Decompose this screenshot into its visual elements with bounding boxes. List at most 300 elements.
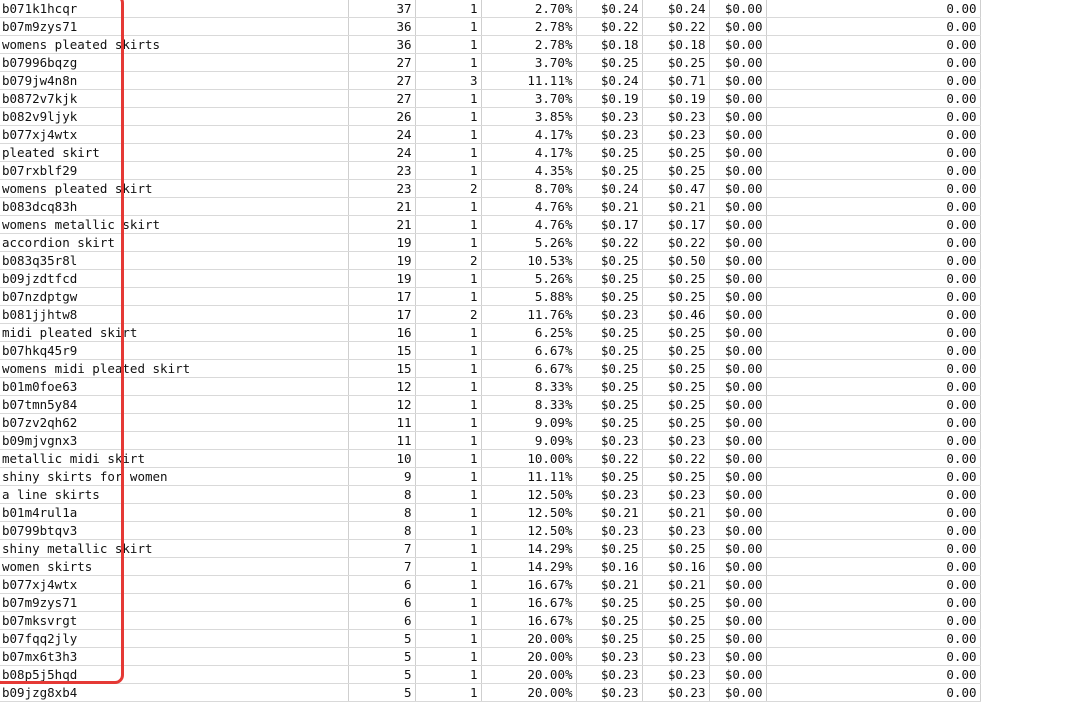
impressions-cell[interactable]: 12 — [348, 396, 415, 414]
impressions-cell[interactable]: 36 — [348, 36, 415, 54]
ctr-cell[interactable]: 20.00% — [481, 684, 576, 702]
ctr-cell[interactable]: 14.29% — [481, 558, 576, 576]
sales-cell[interactable]: $0.00 — [709, 450, 766, 468]
clicks-cell[interactable]: 1 — [415, 432, 481, 450]
keyword-cell[interactable]: b07tmn5y84 — [0, 396, 348, 414]
impressions-cell[interactable]: 6 — [348, 612, 415, 630]
cpc-cell[interactable]: $0.23 — [576, 126, 642, 144]
cpc-cell[interactable]: $0.23 — [576, 684, 642, 702]
spend-cell[interactable]: $0.25 — [642, 54, 709, 72]
clicks-cell[interactable]: 1 — [415, 18, 481, 36]
cpc-cell[interactable]: $0.16 — [576, 558, 642, 576]
ctr-cell[interactable]: 8.33% — [481, 396, 576, 414]
keyword-cell[interactable]: b07996bqzg — [0, 54, 348, 72]
ctr-cell[interactable]: 4.17% — [481, 126, 576, 144]
ctr-cell[interactable]: 11.11% — [481, 72, 576, 90]
sales-cell[interactable]: $0.00 — [709, 216, 766, 234]
sales-cell[interactable]: $0.00 — [709, 144, 766, 162]
clicks-cell[interactable]: 1 — [415, 324, 481, 342]
cpc-cell[interactable]: $0.25 — [576, 414, 642, 432]
impressions-cell[interactable]: 21 — [348, 216, 415, 234]
keyword-cell[interactable]: b083q35r8l — [0, 252, 348, 270]
clicks-cell[interactable]: 1 — [415, 162, 481, 180]
sales-cell[interactable]: $0.00 — [709, 324, 766, 342]
keyword-cell[interactable]: b082v9ljyk — [0, 108, 348, 126]
spend-cell[interactable]: $0.25 — [642, 162, 709, 180]
keyword-cell[interactable]: pleated skirt — [0, 144, 348, 162]
clicks-cell[interactable]: 1 — [415, 0, 481, 18]
spend-cell[interactable]: $0.21 — [642, 198, 709, 216]
acos-cell[interactable]: 0.00 — [766, 648, 980, 666]
cpc-cell[interactable]: $0.21 — [576, 504, 642, 522]
sales-cell[interactable]: $0.00 — [709, 306, 766, 324]
acos-cell[interactable]: 0.00 — [766, 162, 980, 180]
cpc-cell[interactable]: $0.25 — [576, 468, 642, 486]
impressions-cell[interactable]: 9 — [348, 468, 415, 486]
keyword-cell[interactable]: b07nzdptgw — [0, 288, 348, 306]
keyword-cell[interactable]: b07hkq45r9 — [0, 342, 348, 360]
cpc-cell[interactable]: $0.25 — [576, 612, 642, 630]
sales-cell[interactable]: $0.00 — [709, 414, 766, 432]
ctr-cell[interactable]: 9.09% — [481, 414, 576, 432]
keyword-cell[interactable]: b0799btqv3 — [0, 522, 348, 540]
ctr-cell[interactable]: 2.78% — [481, 18, 576, 36]
cpc-cell[interactable]: $0.18 — [576, 36, 642, 54]
cpc-cell[interactable]: $0.25 — [576, 54, 642, 72]
sales-cell[interactable]: $0.00 — [709, 630, 766, 648]
ctr-cell[interactable]: 16.67% — [481, 594, 576, 612]
impressions-cell[interactable]: 21 — [348, 198, 415, 216]
cpc-cell[interactable]: $0.23 — [576, 306, 642, 324]
spend-cell[interactable]: $0.23 — [642, 522, 709, 540]
cpc-cell[interactable]: $0.23 — [576, 522, 642, 540]
acos-cell[interactable]: 0.00 — [766, 288, 980, 306]
keyword-cell[interactable]: b083dcq83h — [0, 198, 348, 216]
clicks-cell[interactable]: 1 — [415, 90, 481, 108]
sales-cell[interactable]: $0.00 — [709, 486, 766, 504]
clicks-cell[interactable]: 1 — [415, 612, 481, 630]
ctr-cell[interactable]: 9.09% — [481, 432, 576, 450]
spend-cell[interactable]: $0.25 — [642, 360, 709, 378]
keyword-cell[interactable]: b09jzg8xb4 — [0, 684, 348, 702]
ctr-cell[interactable]: 6.67% — [481, 360, 576, 378]
cpc-cell[interactable]: $0.23 — [576, 108, 642, 126]
acos-cell[interactable]: 0.00 — [766, 126, 980, 144]
sales-cell[interactable]: $0.00 — [709, 54, 766, 72]
acos-cell[interactable]: 0.00 — [766, 18, 980, 36]
impressions-cell[interactable]: 27 — [348, 90, 415, 108]
keyword-cell[interactable]: b01m4rul1a — [0, 504, 348, 522]
impressions-cell[interactable]: 24 — [348, 126, 415, 144]
ctr-cell[interactable]: 16.67% — [481, 612, 576, 630]
acos-cell[interactable]: 0.00 — [766, 558, 980, 576]
keyword-cell[interactable]: a line skirts — [0, 486, 348, 504]
impressions-cell[interactable]: 26 — [348, 108, 415, 126]
keyword-cell[interactable]: b07fqq2jly — [0, 630, 348, 648]
clicks-cell[interactable]: 1 — [415, 666, 481, 684]
acos-cell[interactable]: 0.00 — [766, 72, 980, 90]
sales-cell[interactable]: $0.00 — [709, 288, 766, 306]
clicks-cell[interactable]: 1 — [415, 342, 481, 360]
impressions-cell[interactable]: 8 — [348, 522, 415, 540]
spend-cell[interactable]: $0.25 — [642, 396, 709, 414]
clicks-cell[interactable]: 1 — [415, 576, 481, 594]
spend-cell[interactable]: $0.23 — [642, 666, 709, 684]
acos-cell[interactable]: 0.00 — [766, 306, 980, 324]
clicks-cell[interactable]: 1 — [415, 144, 481, 162]
ctr-cell[interactable]: 11.11% — [481, 468, 576, 486]
spend-cell[interactable]: $0.50 — [642, 252, 709, 270]
impressions-cell[interactable]: 7 — [348, 540, 415, 558]
ctr-cell[interactable]: 4.76% — [481, 216, 576, 234]
spend-cell[interactable]: $0.23 — [642, 648, 709, 666]
acos-cell[interactable]: 0.00 — [766, 234, 980, 252]
cpc-cell[interactable]: $0.25 — [576, 162, 642, 180]
clicks-cell[interactable]: 1 — [415, 594, 481, 612]
ctr-cell[interactable]: 2.78% — [481, 36, 576, 54]
acos-cell[interactable]: 0.00 — [766, 180, 980, 198]
impressions-cell[interactable]: 5 — [348, 648, 415, 666]
impressions-cell[interactable]: 10 — [348, 450, 415, 468]
clicks-cell[interactable]: 1 — [415, 270, 481, 288]
acos-cell[interactable]: 0.00 — [766, 54, 980, 72]
clicks-cell[interactable]: 1 — [415, 378, 481, 396]
acos-cell[interactable]: 0.00 — [766, 630, 980, 648]
keyword-cell[interactable]: b07mksvrgt — [0, 612, 348, 630]
ctr-cell[interactable]: 4.35% — [481, 162, 576, 180]
sales-cell[interactable]: $0.00 — [709, 180, 766, 198]
spend-cell[interactable]: $0.25 — [642, 594, 709, 612]
ctr-cell[interactable]: 4.17% — [481, 144, 576, 162]
keyword-cell[interactable]: b077xj4wtx — [0, 126, 348, 144]
cpc-cell[interactable]: $0.23 — [576, 666, 642, 684]
keyword-cell[interactable]: b08p5j5hqd — [0, 666, 348, 684]
acos-cell[interactable]: 0.00 — [766, 540, 980, 558]
impressions-cell[interactable]: 16 — [348, 324, 415, 342]
acos-cell[interactable]: 0.00 — [766, 360, 980, 378]
acos-cell[interactable]: 0.00 — [766, 90, 980, 108]
spend-cell[interactable]: $0.23 — [642, 432, 709, 450]
sales-cell[interactable]: $0.00 — [709, 126, 766, 144]
impressions-cell[interactable]: 15 — [348, 342, 415, 360]
spend-cell[interactable]: $0.16 — [642, 558, 709, 576]
spend-cell[interactable]: $0.47 — [642, 180, 709, 198]
keyword-cell[interactable]: b09mjvgnx3 — [0, 432, 348, 450]
cpc-cell[interactable]: $0.17 — [576, 216, 642, 234]
acos-cell[interactable]: 0.00 — [766, 576, 980, 594]
impressions-cell[interactable]: 7 — [348, 558, 415, 576]
ctr-cell[interactable]: 8.33% — [481, 378, 576, 396]
sales-cell[interactable]: $0.00 — [709, 396, 766, 414]
spend-cell[interactable]: $0.25 — [642, 324, 709, 342]
acos-cell[interactable]: 0.00 — [766, 342, 980, 360]
clicks-cell[interactable]: 2 — [415, 306, 481, 324]
sales-cell[interactable]: $0.00 — [709, 612, 766, 630]
acos-cell[interactable]: 0.00 — [766, 198, 980, 216]
cpc-cell[interactable]: $0.24 — [576, 72, 642, 90]
clicks-cell[interactable]: 1 — [415, 36, 481, 54]
keyword-cell[interactable]: b07m9zys71 — [0, 18, 348, 36]
cpc-cell[interactable]: $0.25 — [576, 540, 642, 558]
sales-cell[interactable]: $0.00 — [709, 540, 766, 558]
spend-cell[interactable]: $0.25 — [642, 144, 709, 162]
impressions-cell[interactable]: 37 — [348, 0, 415, 18]
sales-cell[interactable]: $0.00 — [709, 468, 766, 486]
clicks-cell[interactable]: 1 — [415, 198, 481, 216]
keyword-cell[interactable]: b081jjhtw8 — [0, 306, 348, 324]
acos-cell[interactable]: 0.00 — [766, 108, 980, 126]
clicks-cell[interactable]: 1 — [415, 648, 481, 666]
acos-cell[interactable]: 0.00 — [766, 450, 980, 468]
impressions-cell[interactable]: 24 — [348, 144, 415, 162]
clicks-cell[interactable]: 2 — [415, 252, 481, 270]
sales-cell[interactable]: $0.00 — [709, 666, 766, 684]
clicks-cell[interactable]: 1 — [415, 504, 481, 522]
clicks-cell[interactable]: 2 — [415, 180, 481, 198]
sales-cell[interactable]: $0.00 — [709, 594, 766, 612]
sales-cell[interactable]: $0.00 — [709, 378, 766, 396]
clicks-cell[interactable]: 1 — [415, 54, 481, 72]
keyword-cell[interactable]: womens pleated skirt — [0, 180, 348, 198]
keyword-cell[interactable]: b07m9zys71 — [0, 594, 348, 612]
impressions-cell[interactable]: 6 — [348, 576, 415, 594]
clicks-cell[interactable]: 1 — [415, 558, 481, 576]
ctr-cell[interactable]: 3.85% — [481, 108, 576, 126]
ctr-cell[interactable]: 14.29% — [481, 540, 576, 558]
acos-cell[interactable]: 0.00 — [766, 684, 980, 702]
cpc-cell[interactable]: $0.24 — [576, 180, 642, 198]
clicks-cell[interactable]: 1 — [415, 450, 481, 468]
sales-cell[interactable]: $0.00 — [709, 648, 766, 666]
cpc-cell[interactable]: $0.25 — [576, 342, 642, 360]
keyword-cell[interactable]: womens midi pleated skirt — [0, 360, 348, 378]
acos-cell[interactable]: 0.00 — [766, 522, 980, 540]
impressions-cell[interactable]: 6 — [348, 594, 415, 612]
sales-cell[interactable]: $0.00 — [709, 0, 766, 18]
clicks-cell[interactable]: 1 — [415, 126, 481, 144]
spend-cell[interactable]: $0.25 — [642, 612, 709, 630]
ctr-cell[interactable]: 5.88% — [481, 288, 576, 306]
spend-cell[interactable]: $0.24 — [642, 0, 709, 18]
clicks-cell[interactable]: 1 — [415, 414, 481, 432]
cpc-cell[interactable]: $0.25 — [576, 594, 642, 612]
cpc-cell[interactable]: $0.25 — [576, 324, 642, 342]
spend-cell[interactable]: $0.21 — [642, 576, 709, 594]
ctr-cell[interactable]: 20.00% — [481, 666, 576, 684]
keyword-cell[interactable]: b071k1hcqr — [0, 0, 348, 18]
impressions-cell[interactable]: 23 — [348, 162, 415, 180]
keyword-cell[interactable]: accordion skirt — [0, 234, 348, 252]
keyword-cell[interactable]: womens pleated skirts — [0, 36, 348, 54]
impressions-cell[interactable]: 17 — [348, 306, 415, 324]
acos-cell[interactable]: 0.00 — [766, 270, 980, 288]
acos-cell[interactable]: 0.00 — [766, 0, 980, 18]
impressions-cell[interactable]: 23 — [348, 180, 415, 198]
cpc-cell[interactable]: $0.21 — [576, 198, 642, 216]
ctr-cell[interactable]: 5.26% — [481, 270, 576, 288]
sales-cell[interactable]: $0.00 — [709, 504, 766, 522]
cpc-cell[interactable]: $0.25 — [576, 144, 642, 162]
spend-cell[interactable]: $0.23 — [642, 486, 709, 504]
spend-cell[interactable]: $0.46 — [642, 306, 709, 324]
acos-cell[interactable]: 0.00 — [766, 432, 980, 450]
cpc-cell[interactable]: $0.25 — [576, 270, 642, 288]
keyword-cell[interactable]: women skirts — [0, 558, 348, 576]
keyword-cell[interactable]: b09jzdtfcd — [0, 270, 348, 288]
keyword-cell[interactable]: b07mx6t3h3 — [0, 648, 348, 666]
impressions-cell[interactable]: 11 — [348, 432, 415, 450]
acos-cell[interactable]: 0.00 — [766, 36, 980, 54]
clicks-cell[interactable]: 1 — [415, 396, 481, 414]
cpc-cell[interactable]: $0.23 — [576, 486, 642, 504]
impressions-cell[interactable]: 8 — [348, 486, 415, 504]
keyword-cell[interactable]: b01m0foe63 — [0, 378, 348, 396]
acos-cell[interactable]: 0.00 — [766, 468, 980, 486]
ctr-cell[interactable]: 12.50% — [481, 504, 576, 522]
cpc-cell[interactable]: $0.25 — [576, 288, 642, 306]
acos-cell[interactable]: 0.00 — [766, 486, 980, 504]
clicks-cell[interactable]: 1 — [415, 522, 481, 540]
spend-cell[interactable]: $0.23 — [642, 108, 709, 126]
cpc-cell[interactable]: $0.25 — [576, 252, 642, 270]
impressions-cell[interactable]: 12 — [348, 378, 415, 396]
sales-cell[interactable]: $0.00 — [709, 36, 766, 54]
clicks-cell[interactable]: 1 — [415, 234, 481, 252]
ctr-cell[interactable]: 8.70% — [481, 180, 576, 198]
sales-cell[interactable]: $0.00 — [709, 684, 766, 702]
cpc-cell[interactable]: $0.23 — [576, 432, 642, 450]
spend-cell[interactable]: $0.25 — [642, 630, 709, 648]
spend-cell[interactable]: $0.18 — [642, 36, 709, 54]
cpc-cell[interactable]: $0.25 — [576, 396, 642, 414]
keyword-cell[interactable]: b07zv2qh62 — [0, 414, 348, 432]
clicks-cell[interactable]: 1 — [415, 360, 481, 378]
keyword-cell[interactable]: midi pleated skirt — [0, 324, 348, 342]
cpc-cell[interactable]: $0.19 — [576, 90, 642, 108]
sales-cell[interactable]: $0.00 — [709, 360, 766, 378]
sales-cell[interactable]: $0.00 — [709, 72, 766, 90]
spend-cell[interactable]: $0.21 — [642, 504, 709, 522]
sales-cell[interactable]: $0.00 — [709, 162, 766, 180]
cpc-cell[interactable]: $0.25 — [576, 630, 642, 648]
sales-cell[interactable]: $0.00 — [709, 270, 766, 288]
spend-cell[interactable]: $0.19 — [642, 90, 709, 108]
cpc-cell[interactable]: $0.24 — [576, 0, 642, 18]
impressions-cell[interactable]: 5 — [348, 684, 415, 702]
spend-cell[interactable]: $0.25 — [642, 468, 709, 486]
ctr-cell[interactable]: 16.67% — [481, 576, 576, 594]
spend-cell[interactable]: $0.22 — [642, 450, 709, 468]
acos-cell[interactable]: 0.00 — [766, 612, 980, 630]
keyword-cell[interactable]: womens metallic skirt — [0, 216, 348, 234]
keyword-cell[interactable]: b077xj4wtx — [0, 576, 348, 594]
clicks-cell[interactable]: 1 — [415, 468, 481, 486]
sales-cell[interactable]: $0.00 — [709, 198, 766, 216]
keyword-cell[interactable]: shiny skirts for women — [0, 468, 348, 486]
impressions-cell[interactable]: 11 — [348, 414, 415, 432]
ctr-cell[interactable]: 12.50% — [481, 522, 576, 540]
sales-cell[interactable]: $0.00 — [709, 522, 766, 540]
sales-cell[interactable]: $0.00 — [709, 108, 766, 126]
ctr-cell[interactable]: 10.53% — [481, 252, 576, 270]
spend-cell[interactable]: $0.25 — [642, 288, 709, 306]
cpc-cell[interactable]: $0.22 — [576, 234, 642, 252]
spend-cell[interactable]: $0.25 — [642, 270, 709, 288]
cpc-cell[interactable]: $0.22 — [576, 18, 642, 36]
impressions-cell[interactable]: 5 — [348, 630, 415, 648]
spend-cell[interactable]: $0.22 — [642, 234, 709, 252]
spend-cell[interactable]: $0.17 — [642, 216, 709, 234]
acos-cell[interactable]: 0.00 — [766, 666, 980, 684]
acos-cell[interactable]: 0.00 — [766, 216, 980, 234]
impressions-cell[interactable]: 5 — [348, 666, 415, 684]
ctr-cell[interactable]: 6.67% — [481, 342, 576, 360]
spend-cell[interactable]: $0.23 — [642, 684, 709, 702]
sales-cell[interactable]: $0.00 — [709, 576, 766, 594]
impressions-cell[interactable]: 27 — [348, 54, 415, 72]
ctr-cell[interactable]: 5.26% — [481, 234, 576, 252]
sales-cell[interactable]: $0.00 — [709, 90, 766, 108]
ctr-cell[interactable]: 2.70% — [481, 0, 576, 18]
clicks-cell[interactable]: 1 — [415, 630, 481, 648]
cpc-cell[interactable]: $0.21 — [576, 576, 642, 594]
ctr-cell[interactable]: 10.00% — [481, 450, 576, 468]
clicks-cell[interactable]: 1 — [415, 216, 481, 234]
cpc-cell[interactable]: $0.25 — [576, 378, 642, 396]
ctr-cell[interactable]: 12.50% — [481, 486, 576, 504]
acos-cell[interactable]: 0.00 — [766, 144, 980, 162]
cpc-cell[interactable]: $0.25 — [576, 360, 642, 378]
impressions-cell[interactable]: 17 — [348, 288, 415, 306]
impressions-cell[interactable]: 19 — [348, 252, 415, 270]
keyword-cell[interactable]: b079jw4n8n — [0, 72, 348, 90]
acos-cell[interactable]: 0.00 — [766, 414, 980, 432]
clicks-cell[interactable]: 3 — [415, 72, 481, 90]
acos-cell[interactable]: 0.00 — [766, 252, 980, 270]
sales-cell[interactable]: $0.00 — [709, 18, 766, 36]
clicks-cell[interactable]: 1 — [415, 288, 481, 306]
spend-cell[interactable]: $0.71 — [642, 72, 709, 90]
clicks-cell[interactable]: 1 — [415, 684, 481, 702]
impressions-cell[interactable]: 15 — [348, 360, 415, 378]
spend-cell[interactable]: $0.23 — [642, 126, 709, 144]
keyword-cell[interactable]: b0872v7kjk — [0, 90, 348, 108]
ctr-cell[interactable]: 3.70% — [481, 54, 576, 72]
clicks-cell[interactable]: 1 — [415, 540, 481, 558]
acos-cell[interactable]: 0.00 — [766, 594, 980, 612]
clicks-cell[interactable]: 1 — [415, 108, 481, 126]
cpc-cell[interactable]: $0.22 — [576, 450, 642, 468]
acos-cell[interactable]: 0.00 — [766, 324, 980, 342]
ctr-cell[interactable]: 3.70% — [481, 90, 576, 108]
ctr-cell[interactable]: 20.00% — [481, 630, 576, 648]
spend-cell[interactable]: $0.25 — [642, 378, 709, 396]
spend-cell[interactable]: $0.25 — [642, 342, 709, 360]
spend-cell[interactable]: $0.22 — [642, 18, 709, 36]
sales-cell[interactable]: $0.00 — [709, 432, 766, 450]
acos-cell[interactable]: 0.00 — [766, 504, 980, 522]
impressions-cell[interactable]: 19 — [348, 270, 415, 288]
clicks-cell[interactable]: 1 — [415, 486, 481, 504]
keyword-cell[interactable]: metallic midi skirt — [0, 450, 348, 468]
spend-cell[interactable]: $0.25 — [642, 414, 709, 432]
impressions-cell[interactable]: 8 — [348, 504, 415, 522]
impressions-cell[interactable]: 36 — [348, 18, 415, 36]
ctr-cell[interactable]: 11.76% — [481, 306, 576, 324]
impressions-cell[interactable]: 19 — [348, 234, 415, 252]
ctr-cell[interactable]: 20.00% — [481, 648, 576, 666]
acos-cell[interactable]: 0.00 — [766, 378, 980, 396]
